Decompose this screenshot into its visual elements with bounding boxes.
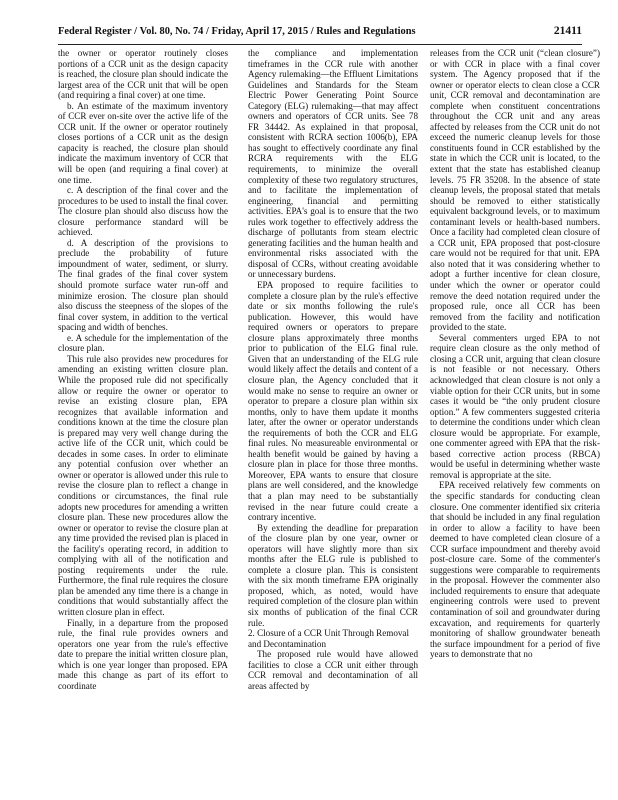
- header-date: Friday, April 17, 2015: [211, 26, 309, 37]
- body-paragraph: e. A schedule for the implementation of the closure plan.: [58, 332, 228, 354]
- page-number: 21411: [553, 25, 582, 37]
- body-paragraph: releases from the CCR unit (“clean closure”) or with CCR in place with a final cover system. The Agency proposed that if the owner or operator elects to clean close a CCR unit, CCR removal and decontamination are complete when constituent concentrations throughout the CCR unit and any areas affected by releases from the CCR unit do not exceed the numeric cleanup levels for those constituents found in CCR established by the state in which the CCR unit is located, to the extent that the state has established cleanup levels. 75 FR 35208. In the absence of state cleanup levels, the proposal stated that metals should be removed to either statistically equivalent background levels, or to maximum contaminant levels or health-based numbers. Once a facility had completed clean closure of a CCR unit, EPA proposed that post-closure care would not be required for that unit. EPA also noted that it was considering whether to adopt a further incentive for clean closure, under which the owner or operator could remove the deed notation required under the proposed rule, once all CCR has been removed from the facility and notification provided to the state.: [430, 48, 600, 333]
- header-citation: Federal Register / Vol. 80, No. 74 / Friday, April 17, 2015 / Rules and Regulations: [58, 26, 416, 37]
- header-rule: [58, 44, 582, 45]
- text-column-3: [430, 48, 600, 788]
- header-publication: Federal Register: [58, 26, 132, 37]
- text-column-1: [58, 48, 228, 788]
- running-header: [58, 26, 582, 42]
- body-paragraph: Finally, in a departure from the proposed rule, the final rule provides owners and operators one year from the rule's effective date to prepare the initial written closure plan, which is one year longer than proposed. EPA made this change as part of its effort to coordinate: [58, 617, 228, 691]
- body-paragraph: d. A description of the provisions to preclude the probability of future impoundment of water, sediment, or slurry. The final grades of the final cover system should promote surface water run-off and minimize erosion. The closure plan should also discuss the steepness of the slopes of the final cover system, in addition to the vertical spacing and width of benches.: [58, 237, 228, 333]
- body-paragraph: c. A description of the final cover and the procedures to be used to install the final cover. The closure plan should also discuss how the closure performance standard will be achieved.: [58, 185, 228, 238]
- body-paragraph: The proposed rule would have allowed facilities to close a CCR unit either through CCR removal and decontamination of all areas affected by: [248, 649, 418, 691]
- body-paragraph: b. An estimate of the maximum inventory of CCR ever on-site over the active life of the CCR unit. If the owner or operator routinely closes portions of a CCR unit as the design capacity is reached, the closure plan should indicate the maximum inventory of CCR that will be open (and requiring a final cover) at one time.: [58, 100, 228, 185]
- section-heading: 2. Closure of a CCR Unit Through Removal and Decontamination: [248, 628, 409, 649]
- body-paragraph: Several commenters urged EPA to not require clean closure as the only method of closing a CCR unit, arguing that clean closure is not feasible or not necessary. Others acknowledged that clean closure is not only a viable option for their CCR units, but in some cases it would be “the only prudent closure option.” A few commenters suggested criteria to determine the conditions under which clean closure would be appropriate. For example, one commenter agreed with EPA that the risk-based corrective action process (RBCA) would be useful in determining whether waste removal is appropriate at the site.: [430, 332, 600, 480]
- header-volume: Vol. 80, No. 74: [139, 26, 204, 37]
- text-column-2: [248, 48, 418, 788]
- body-paragraph: EPA received relatively few comments on the specific standards for conducting clean closure. One commenter identified six criteria that should be included in any final regulation in order to allow a facility to have been deemed to have completed clean closure of a CCR surface impoundment and thereby avoid post-closure care. Some of the commenter's suggestions were comparable to requirements in the proposal. However the commenter also included requirements to ensure that adequate engineering controls were used to prevent contamination of soil and groundwater during excavation, and requirements for quarterly monitoring of shallow groundwater beneath the surface impoundment for a period of five years to demonstrate that no: [430, 480, 600, 660]
- body-paragraph: the compliance and implementation timeframes in the CCR rule with another Agency rulemaking—the Effluent Limitations Guidelines and Standards for the Steam Electric Power Generating Point Source Category (ELG) rulemaking—that may affect owners and operators of CCR units. See 78 FR 34442. As explained in that proposal, consistent with RCRA section 1006(b), EPA has sought to effectively coordinate any final RCRA requirements with the ELG requirements, to minimize the overall complexity of these two regulatory structures, and to facilitate the implementation of engineering, financial and permitting activities. EPA's goal is to ensure that the two rules work together to effectively address the discharge of pollutants from steam electric generating facilities and the human health and environmental risks associated with the disposal of CCRs, without creating avoidable or unnecessary burdens.: [248, 48, 418, 280]
- body-paragraph: By extending the deadline for preparation of the closure plan by one year, owner or operators will have slightly more than six months after the ELG rule is published to complete a closure plan. This is consistent with the six month timeframe EPA originally proposed, which, as noted, would have required completion of the closure plan within six months of publication of the final CCR rule.: [248, 522, 418, 628]
- body-paragraph: This rule also provides new procedures for amending an existing written closure plan. While the proposed rule did not specifically allow or require the owner or operator to revise an existing closure plan, EPA recognizes that available information and conditions known at the time the closure plan is prepared may very well change during the active life of the CCR unit, which could be decades in some cases. In order to eliminate any potential confusion over whether an owner or operator is allowed under this rule to revise the closure plan to reflect a change in conditions or circumstances, the final rule adopts new procedures for amending a written closure plan. These new procedures allow the owner or operator to revise the closure plan at any time provided the revised plan is placed in the facility's operating record, in addition to complying with all of the notification and posting requirements under the rule. Furthermore, the final rule requires the closure plan be amended any time there is a change in conditions that would substantially affect the written closure plan in effect.: [58, 353, 228, 617]
- header-section: Rules and Regulations: [316, 26, 416, 37]
- body-paragraph: EPA proposed to require facilities to complete a closure plan by the rule's effective date or six months following the rule's publication. However, this would have required owners or operators to prepare closure plans approximately three months prior to publication of the ELG final rule. Given that an understanding of the ELG rule would likely affect the details and content of a closure plan, the Agency concluded that it would make no sense to require an owner or operator to prepare a closure plan within six months, only to have them update it months later, after the owner or operator understands the requirements of both the CCR and ELG final rules. No measureable environmental or health benefit would be gained by having a closure plan in place for those three months. Moreover, EPA wants to ensure that closure plans are well considered, and the knowledge that a plan may need to be substantially revised in the near future could create a contrary incentive.: [248, 280, 418, 523]
- body-paragraph: the owner or operator routinely closes portions of a CCR unit as the design capacity is reached, the closure plan should indicate the largest area of the CCR unit that will be open (and requiring a final cover) at one time.: [58, 48, 228, 101]
